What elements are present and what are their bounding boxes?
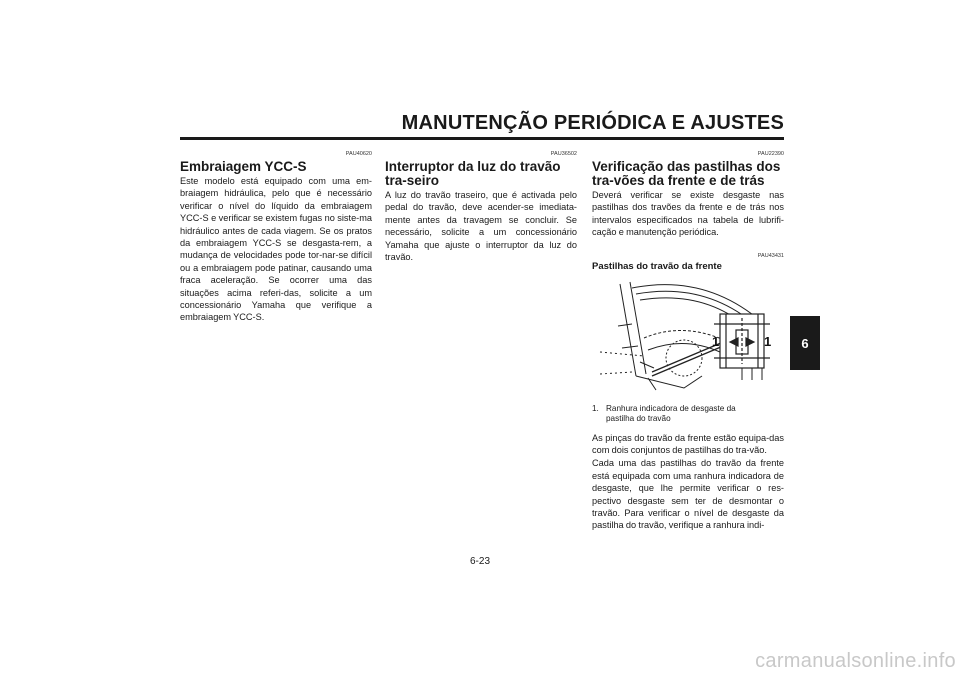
section-rear-brake-light-switch [385,151,577,263]
section-body: Deverá verificar se existe desgaste nas pastilhas dos travões da frente e de trás nos intervalos especificados na tabela de lubrifi-cação e manutenção periódica. [592,190,784,238]
section-ycc-s-clutch [180,151,372,324]
section-code: PAU22390 [757,151,784,157]
brake-caliper-drawing [592,278,784,398]
section-heading: Interruptor da luz do travão tra-seiro [385,159,561,188]
section-code: PAU36502 [550,151,577,157]
watermark: carmanualsonline.info [755,650,956,672]
page-number: 6-23 [469,556,490,567]
page-title: MANUTENÇÃO PERIÓDICA E AJUSTES [401,112,784,134]
caption-text: Ranhura indicadora de desgaste da pastilha do travão [606,403,736,423]
caption-number: 1. [592,403,599,413]
subsection-body-1: As pinças do travão da frente estão equipa-das com dois conjuntos de pastilhas do tra-vão. [592,432,784,456]
callout-1-left: 1 [712,333,720,349]
callout-1-right: 1 [764,333,772,349]
section-heading: Embraiagem YCC-S [180,159,307,174]
section-body: Este modelo está equipado com uma em-braiagem hidráulica, pelo que é necessário verificar o nível do líquido da embraiagem YCC-S e verificar se existem fugas no siste-ma hidráulico antes de cada viagem. Se os pratos da embraiagem YCC-S se desgasta-rem, a mudança de velocidades pode tor-nar-se difícil ou a embraiagem pode patinar, causando uma fraca aceleração. Se ocorrer uma das situações acima referi-das, solicite a um concessionário Yamaha que verifique a embraiagem YCC-S. [180,176,372,323]
wear-indicator-detail [714,314,770,368]
section-code: PAU40620 [345,151,372,157]
section-brake-pads-check [592,151,784,532]
chapter-tab: 6 [790,316,820,370]
section-body: A luz do travão traseiro, que é activada pelo pedal do travão, deve acender-se imediata-mente antes da travagem se concluir. Se necessário, solicite a um concessionário Yamaha que ajuste o interruptor da luz do travão. [385,190,577,263]
subsection-code: PAU43431 [757,252,784,259]
title-rule [180,137,784,140]
brake-pad-illustration [592,278,784,398]
subsection-heading: Pastilhas do travão da frente [592,260,722,272]
figure-caption [592,404,784,424]
section-heading: Verificação das pastilhas dos tra-vões da frente e de trás [592,159,781,188]
subsection-body-2: Cada uma das pastilhas do travão da frente está equipada com uma ranhura indicadora de desgaste, que lhe permite verificar o res-pectivo desgaste sem ter de desmontar o travão. Para verificar o nível de desgaste da pastilha do travão, verifique a ranhura indi- [592,458,784,531]
